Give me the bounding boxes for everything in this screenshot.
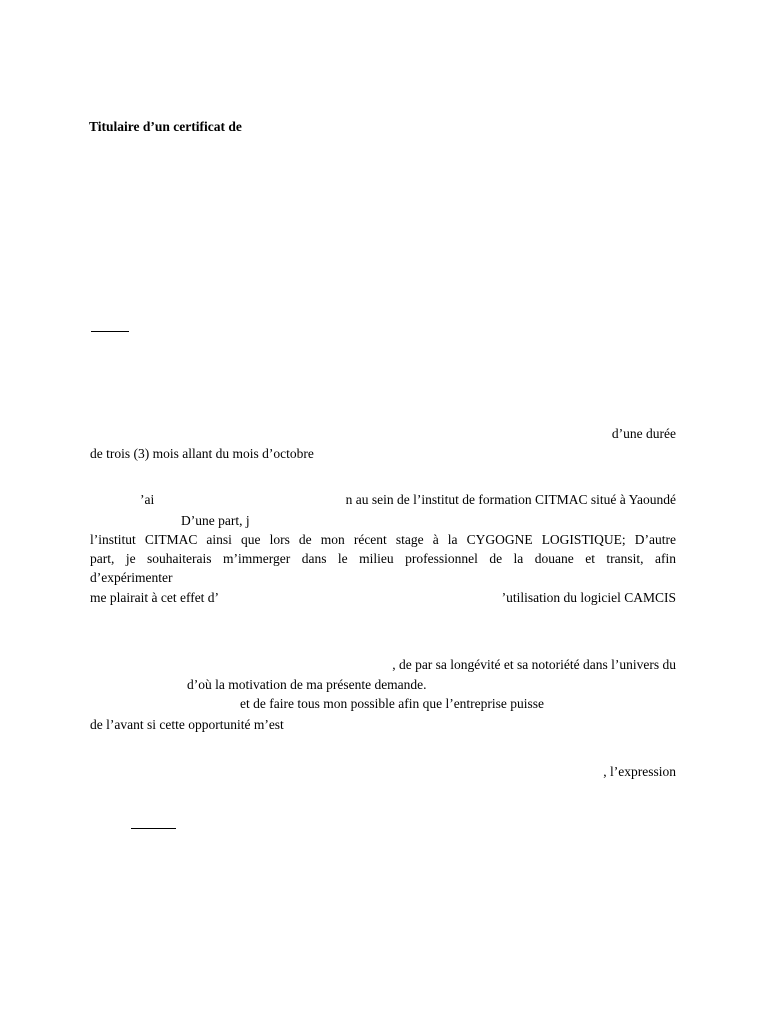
paragraph1-line1: d’une durée [611,426,676,441]
paragraph2-line1-start: ’ai [140,492,155,507]
paragraph2-line5: d’expérimenter [90,570,173,585]
paragraph4-line1: , l’expression [603,764,676,779]
paragraph3-line2: d’où la motivation de ma présente demande. [187,677,427,692]
paragraph2-line6-end: ’utilisation du logiciel CAMCIS [501,590,676,605]
paragraph3-line4: de l’avant si cette opportunité m’est [90,717,284,732]
paragraph2-line2: D’une part, j [181,513,250,528]
paragraph1-line2: de trois (3) mois allant du mois d’octobre [90,446,314,461]
paragraph2-line4: part, je souhaiterais m’immerger dans le milieu professionnel de la douane et transit, afin [90,551,676,566]
underline-rule-top [91,331,129,332]
paragraph2-line6-start: me plairait à cet effet d’ [90,590,220,605]
paragraph3-line1: , de par sa longévité et sa notoriété dans l’univers du [392,657,676,672]
paragraph2-line1-end: n au sein de l’institut de formation CITMAC situé à Yaoundé [345,492,676,507]
underline-rule-bottom [131,828,176,829]
paragraph3-line3: et de faire tous mon possible afin que l’entreprise puisse [240,696,545,711]
paragraph2-line3: l’institut CITMAC ainsi que lors de mon récent stage à la CYGOGNE LOGISTIQUE; D’autre [90,532,676,547]
heading-title: Titulaire d’un certificat de [89,119,242,134]
